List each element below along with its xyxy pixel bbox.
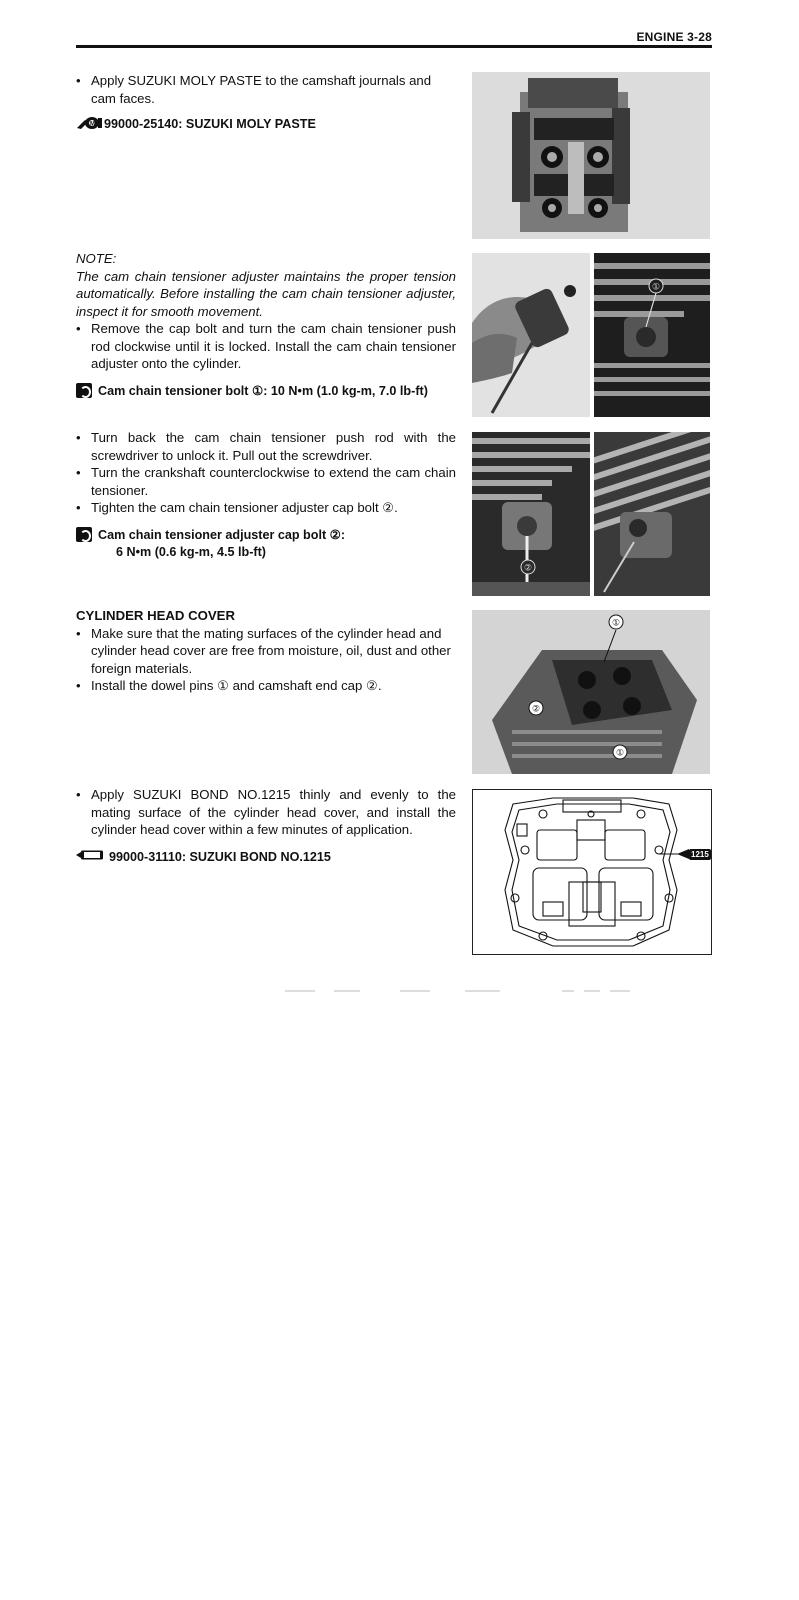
photo-tensioner-on-cylinder <box>594 253 710 417</box>
section-heading: CYLINDER HEAD COVER <box>76 608 235 623</box>
instruction-mating-surfaces: • Make sure that the mating surfaces of the cylinder head and cylinder head cover are free from moisture, oil, dust and other foreign materials. <box>76 625 456 678</box>
section-moly-paste <box>76 72 456 133</box>
bond-tube-icon <box>677 848 711 860</box>
torque-spec-label: Cam chain tensioner adjuster cap bolt ②: <box>98 527 346 542</box>
tool-spec-bond <box>76 849 456 866</box>
section-tensioner-install <box>76 250 456 400</box>
photo-dowel-pins <box>472 610 710 774</box>
callout-2: ② <box>531 704 541 715</box>
head-cover-outline <box>473 790 711 954</box>
diagram-bond-application <box>472 789 712 955</box>
torque-wrench-icon <box>76 527 92 542</box>
page-header <box>76 30 712 46</box>
instruction-moly-paste: • Apply SUZUKI MOLY PASTE to the camshaft journals and cam faces. <box>76 72 456 107</box>
callout-1: ① <box>651 282 661 293</box>
instruction-remove-cap-bolt: • Remove the cap bolt and turn the cam chain tensioner push rod clockwise until it is locked. Install the cam chain tensioner adjuster onto the cylinder. <box>76 320 456 373</box>
svg-text:M: M <box>90 121 95 128</box>
photo-tensioner-adjuster <box>472 253 590 417</box>
header-rule <box>76 45 712 48</box>
torque-spec-text: Cam chain tensioner bolt ①: 10 N•m (1.0 kg-m, 7.0 lb-ft) <box>98 383 428 398</box>
moly-paste-icon <box>76 116 102 130</box>
bond-code: 99000-31110: SUZUKI BOND NO.1215 <box>109 849 331 864</box>
photo-tighten-cap-bolt <box>594 432 710 596</box>
section-tensioner-unlock <box>76 429 456 561</box>
instruction-crankshaft: • Turn the crankshaft counterclockwise to extend the cam chain tensioner. <box>76 464 456 499</box>
callout-2: ② <box>523 563 533 574</box>
torque-spec-tensioner-bolt <box>76 383 456 400</box>
note-text: The cam chain tensioner adjuster maintains the proper tension automatically. Before installing the cam chain tensioner adjuster, inspect it for smooth movement. <box>76 268 456 319</box>
instruction-apply-bond: • Apply SUZUKI BOND NO.1215 thinly and evenly to the mating surface of the cylinder head cover, and install the cylinder head cover within a few minutes of application. <box>76 786 456 839</box>
tool-spec-moly <box>76 116 456 133</box>
torque-wrench-icon <box>76 383 92 398</box>
photo-unlock-tensioner <box>472 432 590 596</box>
callout-1: ① <box>611 618 621 629</box>
section-apply-bond <box>76 786 456 866</box>
callout-1: ① <box>615 748 625 759</box>
note-heading: NOTE: <box>76 251 117 266</box>
instruction-unlock: • Turn back the cam chain tensioner push rod with the screwdriver to unlock it. Pull out the screwdriver. <box>76 429 456 464</box>
instruction-tighten-cap: • Tighten the cam chain tensioner adjuster cap bolt ②. <box>76 499 456 517</box>
instruction-dowel-pins: • Install the dowel pins ① and camshaft end cap ②. <box>76 677 456 695</box>
section-cylinder-head-cover <box>76 607 456 695</box>
bond-tube-icon <box>76 849 104 861</box>
page-title: ENGINE 3-28 <box>636 30 712 44</box>
photo-camshaft-journals <box>472 72 710 239</box>
scan-artifacts <box>200 980 640 984</box>
torque-spec-value: 6 N•m (0.6 kg-m, 4.5 lb-ft) <box>116 544 266 559</box>
torque-spec-cap-bolt <box>76 527 456 544</box>
bond-badge: 1215 <box>691 849 709 859</box>
moly-paste-code: 99000-25140: SUZUKI MOLY PASTE <box>104 117 316 131</box>
